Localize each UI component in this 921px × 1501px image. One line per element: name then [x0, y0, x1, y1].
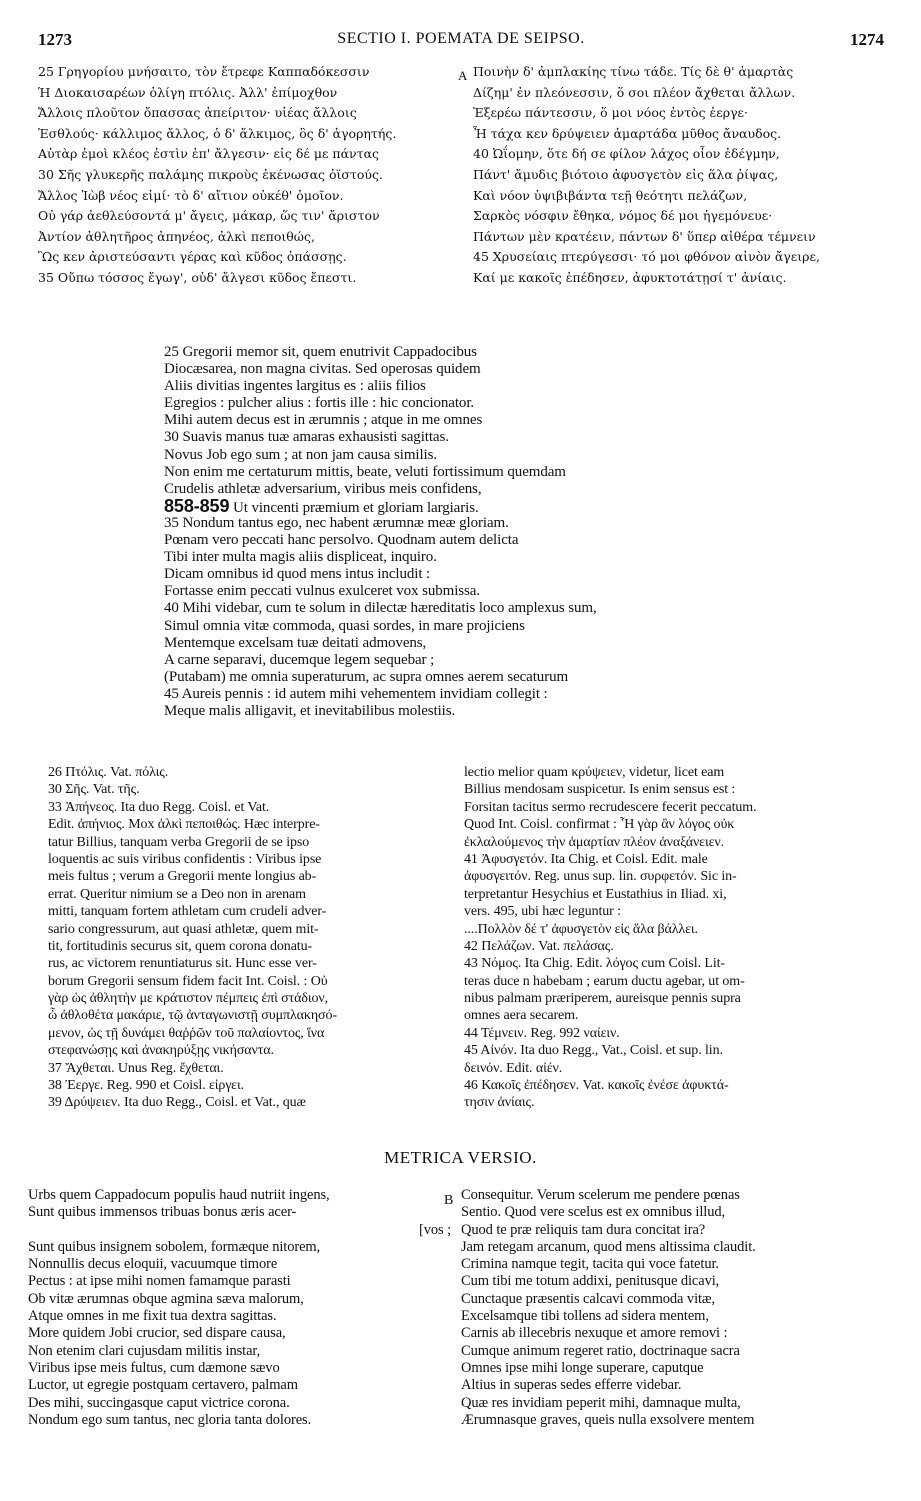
greek-text-right-column [473, 62, 893, 289]
latin-line-text: 25 Gregorii memor sit, quem enutrivit Cappadocibus [164, 344, 477, 360]
footnote-line: Forsitan tacitus sermo recrudescere fecerit peccatum. [464, 799, 757, 815]
latin-line-text: Ut vincenti præmium et gloriam largiaris. [233, 499, 479, 516]
greek-verse-line: Καὶ νόον ὑψιβιβάντα τεῇ θεότητι πελάζων, [473, 187, 748, 203]
greek-verse-line: Δίζημ' ἐν πλεόνεσσιν, ὅ σοι πλέον ἄχθεται ἄλλων. [473, 84, 796, 100]
footnote-line: μενον, ὡς τῇ δυνάμει θαῤῥῶν τοῦ παλαίοντος, ἵνα [48, 1025, 325, 1041]
footnote-line: mitti, tanquam fortem athletam cum crudeli adver- [48, 904, 327, 920]
latin-verse-line [164, 395, 764, 412]
footnote-line: 30 Σῆς. Vat. τῆς. [48, 782, 140, 798]
latin-verse-line [164, 566, 764, 583]
footnotes-left-column [48, 764, 448, 1112]
footnote-line: 26 Πτόλις. Vat. πόλις. [48, 765, 169, 780]
latin-verse-line [164, 600, 764, 617]
latin-line-text: Egregios : pulcher alius : fortis ille : hic concionator. [164, 395, 475, 412]
metrical-verse-line: Sunt quibus insignem sobolem, formæque nitorem, [28, 1238, 321, 1255]
latin-verse-line [164, 495, 764, 516]
footnote-line: sario congressurum, aut quasi athletæ, quem mit- [48, 921, 319, 937]
greek-verse-line: 25 Γρηγορίου μνήσαιτο, τὸν ἔτρεφε Καππαδόκεσσιν [38, 64, 370, 79]
latin-line-text: Crudelis athletæ adversarium, viribus meis confidens, [164, 480, 482, 497]
metrical-verse-line: Non etenim clari cujusdam militis instar, [28, 1342, 261, 1359]
metrical-verse-line: Quæ res invidiam peperit mihi, damnaque multa, [461, 1394, 741, 1411]
metrical-verse-line: Atque omnes in me fixit tua dextra sagittas. [28, 1308, 277, 1325]
metrica-versio-heading: METRICA VERSIO. [384, 1148, 537, 1167]
latin-verse-line [164, 618, 764, 635]
metrical-verse-line: [vos ; [418, 1221, 451, 1238]
footnote-line: vers. 495, ubi hæc leguntur : [464, 904, 621, 920]
metrical-verse-line: Omnes ipse mihi longe superare, caputque [461, 1359, 704, 1376]
metrical-verse-line: Excelsamque tibi tollens ad sidera mentem, [461, 1308, 709, 1325]
greek-verse-line: Ἄλλοις πλοῦτον ὄπασσας ἀπείριτον· υἱέας ἄλλοις [38, 105, 357, 121]
latin-line-text: Novus Job ego sum ; at non jam causa similis. [164, 446, 437, 463]
footnotes-right-column [464, 764, 884, 1112]
footnote-line: Billius mendosam suspicetur. Is enim sensus est : [464, 782, 736, 798]
latin-verse-line [164, 344, 764, 361]
metrical-verse-line: Nondum ego sum tantus, nec gloria tanta dolores. [28, 1411, 312, 1428]
latin-translation [164, 344, 764, 720]
footnote-line: 38 Ἐεργε. Reg. 990 et Coisl. εἰργει. [48, 1078, 245, 1094]
latin-line-text: 45 Aureis pennis : id autem mihi vehementem invidiam collegit : [164, 685, 548, 702]
latin-line-text: Meque malis alligavit, et inevitabilibus molestiis. [164, 702, 456, 719]
metrical-verse-line: Ærumnasque graves, queis nulla exsolvere mentem [461, 1411, 755, 1428]
footnote-line: nibus palmam præriperem, aureisque pennis supra [464, 991, 741, 1007]
footnote-line: 33 Ἀπήνεος. Ita duo Regg. Coisl. et Vat. [48, 799, 270, 815]
metrical-verse-line: Quod te præ reliquis tam dura concitat ira? [461, 1221, 706, 1238]
greek-verse-line: Σαρκὸς νόσφιν ἔθηκα, νόμος δέ μοι ἡγεμόνευε· [473, 208, 773, 224]
latin-verse-line [164, 481, 764, 498]
metrical-version-left-column [28, 1187, 453, 1429]
footnote-line: δεινόν. Edit. αἰέν. [464, 1060, 563, 1076]
metrical-verse-line: Ob vitæ ærumnas obque agmina sæva malorum, [28, 1290, 304, 1307]
latin-line-text: Pœnam vero peccati hanc persolvo. Quodnam autem delicta [164, 532, 519, 549]
metrical-verse-line: Cumque animum regeret ratio, doctrinaque sacra [461, 1342, 740, 1359]
greek-verse-line: Ἐσθλούς· κάλλιμος ἄλλος, ὁ δ' ἄλκιμος, ὃς δ' ἀγορητής. [38, 125, 397, 141]
greek-verse-line: Πάντ' ἄμυδις βιότοιο ἀφυσγετὸν εἰς ἅλα ῥίψας, [473, 166, 779, 182]
greek-verse-line: 35 Οὔπω τόσσος ἔγωγ', οὐδ' ἄλγεσι κῦδος ἔπεστι. [38, 269, 357, 285]
footnote-line: Quod Int. Coisl. confirmat : Ἦ γὰρ ἂν λόγος οὐκ [464, 817, 735, 833]
page-number-right: 1274 [850, 30, 884, 49]
latin-line-text: Fortasse enim peccati vulnus exulceret vox submissa. [164, 583, 480, 600]
footnote-line: tit, fortitudinis securus sit, quem corona donatu- [48, 938, 313, 954]
latin-verse-line [164, 412, 764, 429]
footnote-line: 41 Ἀφυσγετόν. Ita Chig. et Coisl. Edit. male [464, 851, 708, 867]
latin-verse-line [164, 429, 764, 446]
footnote-line: 42 Πελάζων. Vat. πελάσας. [464, 938, 614, 954]
column-marker-b: B [444, 1193, 454, 1208]
footnote-line: Edit. ἀπήνιος. Mox ἀλκὶ πεποιθώς. Hæc interpre- [48, 817, 320, 833]
metrical-verse-line: Cum tibi me totum addixi, penitusque dicavi, [461, 1273, 720, 1290]
footnote-line: 43 Νόμος. Ita Chig. Edit. λόγος cum Coisl. Lit- [464, 956, 725, 972]
metrical-verse-line: Pectus : at ipse mihi nomen famamque parasti [28, 1273, 291, 1290]
greek-text-left-column [38, 62, 458, 289]
latin-line-text: Diocæsarea, non magna civitas. Sed operosas quidem [164, 361, 481, 378]
greek-verse-line: Ἡ Διοκαισαρέων ὀλίγη πτόλις. Ἀλλ' ἐπίμοχθον [38, 84, 338, 100]
latin-verse-line [164, 652, 764, 669]
greek-verse-line: Ἀντίον ἀθλητῆρος ἀπηνέος, ἀλκὶ πεποιθώς, [38, 228, 315, 244]
metrical-verse-line: Consequitur. Verum scelerum me pendere pœnas [461, 1187, 740, 1203]
metrical-verse-line: Cunctaque præsentis calcavi commoda vitæ, [461, 1290, 716, 1307]
latin-line-text: A carne separavi, ducemque legem sequebar ; [164, 651, 435, 668]
footnote-line: lectio melior quam κρύψειεν, videtur, licet eam [464, 765, 725, 780]
metrical-verse-line: Nonnullis decus eloquii, vacuumque timore [28, 1256, 278, 1273]
footnote-line: γὰρ ὡς ἀθλητὴν με κράτιστον πέμπεις ἐπὶ στάδιον, [48, 991, 329, 1007]
metrical-verse-line: Altius in superas sedes efferre videbar. [461, 1377, 682, 1394]
footnote-line: borum Gregorii sensum fidem facit Int. Coisl. : Οὐ [48, 973, 328, 989]
latin-verse-line [164, 378, 764, 395]
metrical-verse-line: Sentio. Quod vere scelus est ex omnibus illud, [461, 1204, 726, 1221]
footnote-line: 39 Δρύψειεν. Ita duo Regg., Coisl. et Vat., quæ [48, 1095, 306, 1111]
metrical-verse-line: Carnis ab illecebris nexuque et amore removi : [461, 1325, 728, 1342]
latin-line-text: Non enim me certaturum mittis, beate, veluti fortissimum quemdam [164, 463, 566, 480]
footnote-line: 44 Τέμνειν. Reg. 992 ναίειν. [464, 1025, 620, 1041]
greek-verse-line: Ἄλλος Ἰὼβ νέος εἰμί· τὸ δ' αἴτιον οὐκέθ' ὁμοῖον. [38, 187, 344, 203]
footnote-line: 46 Κακοῖς ἐπέδησεν. Vat. κακοῖς ἐνέσε ἀφυκτά- [464, 1078, 729, 1094]
greek-verse-line: 30 Σῆς γλυκερῆς παλάμης πικροὺς ἐκένωσας ὀϊστούς. [38, 166, 383, 182]
metrical-verse-line: Viribus ipse meis fultus, cum dæmone sævo [28, 1359, 280, 1376]
footnote-line: teras duce n habebam ; earum ductu agebar, ut om- [464, 973, 745, 989]
metrical-verse-line: Des mihi, succingasque caput victrice corona. [28, 1394, 290, 1411]
metrical-version-right-column [461, 1187, 891, 1429]
latin-verse-line [164, 635, 764, 652]
footnote-line: meis fultus ; verum a Gregorii mente longius ab- [48, 869, 317, 885]
latin-verse-line [164, 549, 764, 566]
latin-line-text: Dicam omnibus id quod mens intus includit : [164, 566, 431, 583]
metrical-verse-line: Jam retegam arcanum, quod mens altissima claudit. [461, 1238, 756, 1255]
footnote-line: ἀφυσγειτόν. Reg. unus sup. lin. συρφετόν. Sic in- [464, 869, 737, 885]
greek-verse-line: Καί με κακοῖς ἐπέδησεν, ἀφυκτοτάτῃσί τ' ἀνίαις. [473, 269, 787, 285]
greek-verse-line: Ποινὴν δ' ἀμπλακίης τίνω τάδε. Τίς δὲ θ' ἁμαρτὰς [473, 64, 794, 79]
latin-line-text: Aliis divitias ingentes largitus es : aliis filios [164, 378, 426, 395]
latin-line-text: (Putabam) me omnia superaturum, ac supra omnes aerem secaturum [164, 668, 569, 685]
greek-verse-line: Οὐ γάρ ἀεθλεύσοντά μ' ἄγεις, μάκαρ, ὥς τιν' ἄριστον [38, 208, 380, 224]
footnote-line: rus, ac victorem renuntiaturus sit. Hunc esse ver- [48, 956, 317, 972]
greek-verse-line: Ἦ τάχα κεν δρύψειεν ἁμαρτάδα μῦθος ἄναυδος. [473, 125, 782, 141]
footnote-line: omnes aera secarem. [464, 1008, 579, 1024]
latin-verse-line [164, 447, 764, 464]
section-title: SECTIO I. POEMATA DE SEIPSO. [337, 30, 585, 47]
footnote-line: στεφανώσῃς καὶ ἀνακηρύξῃς νικήσαντα. [48, 1043, 274, 1059]
metrical-verse-line: Urbs quem Cappadocum populis haud nutriit ingens, [28, 1187, 330, 1203]
latin-line-text: Mihi autem decus est in ærumnis ; atque in me omnes [164, 412, 483, 429]
latin-line-text: 35 Nondum tantus ego, nec habent ærumnæ meæ gloriam. [164, 514, 509, 531]
latin-line-text: 40 Mihi videbar, cum te solum in dilectæ hæreditatis loco amplexus sum, [164, 600, 597, 617]
footnote-line: 37 Ἄχθεται. Unus Reg. ἔχθεται. [48, 1060, 224, 1076]
latin-line-text: Mentemque excelsam tuæ deitati admovens, [164, 634, 427, 651]
footnote-line: tatur Billius, tanquam verba Gregorii de se ipso [48, 834, 310, 850]
greek-verse-line: 45 Χρυσείαις πτερύγεσσι· τό μοι φθόνον αἰνὸν ἄγειρε, [473, 249, 820, 265]
latin-line-text: Simul omnia vitæ commoda, quasi sordes, in mare projiciens [164, 617, 525, 634]
greek-verse-line: 40 Ὠΐομην, ὅτε δή σε φίλον λάχος οἶον ἐδέγμην, [473, 146, 780, 162]
footnote-line: errat. Queritur nimium se a Deo non in arenam [48, 886, 306, 902]
page-number-left: 1273 [38, 30, 72, 49]
latin-verse-line [164, 515, 764, 532]
running-header [38, 30, 884, 54]
footnote-line: ἐκλαλούμενος τὴν ἁμαρτίαν πλέον ἀναξάνειεν. [464, 834, 725, 850]
latin-line-text: Tibi inter multa magis aliis displiceat, inquiro. [164, 549, 437, 566]
greek-verse-line: Αὐτὰρ ἐμοὶ κλέος ἐστὶν ἐπ' ἄλγεσιν· εἰς δέ με πάντας [38, 146, 380, 162]
footnote-line: ὦ ἀθλοθέτα μακάριε, τῷ ἀνταγωνιστῇ συμπλακησό- [48, 1008, 337, 1024]
footnote-line: ....Πολλὸν δέ τ' ἀφυσγετὸν εἰς ἅλα βάλλει. [464, 921, 698, 937]
metrical-verse-line: Crimina namque tegit, tacita qui voce fatetur. [461, 1256, 719, 1273]
footnote-line: 45 Αἰνόν. Ita duo Regg., Vat., Coisl. et sup. lin. [464, 1043, 723, 1059]
greek-verse-line: Ὣς κεν ἀριστεύσαντι γέρας καὶ κῦδος ὀπάσσῃς. [38, 249, 347, 265]
latin-verse-line [164, 669, 764, 686]
footnote-line: τησιν ἀνίαις. [464, 1095, 535, 1111]
latin-verse-line [164, 361, 764, 378]
latin-verse-line [164, 703, 764, 720]
latin-verse-line [164, 464, 764, 481]
metrical-verse-line: More quidem Jobi crucior, sed dispare causa, [28, 1325, 286, 1342]
column-marker-a: A [458, 68, 468, 83]
metrical-verse-line: Luctor, ut egregie postquam certavero, palmam [28, 1377, 298, 1394]
greek-verse-line: Πάντων μὲν κρατέειν, πάντων δ' ὕπερ αἰθέρα τέμνειν [473, 228, 816, 244]
column-number: 858-859 [164, 495, 230, 516]
footnote-line: loquentis ac suis viribus confidentis : Viribus ipse [48, 851, 322, 867]
greek-verse-line: Ἐξερέω πάντεσσιν, ὅ μοι νόος ἐντὸς ἐεργε· [473, 105, 748, 121]
latin-verse-line [164, 532, 764, 549]
latin-verse-line [164, 686, 764, 703]
footnote-line: terpretantur Hesychius et Eustathius in Iliad. xi, [464, 886, 727, 902]
latin-verse-line [164, 583, 764, 600]
latin-line-text: 30 Suavis manus tuæ amaras exhausisti sagittas. [164, 429, 449, 446]
metrical-verse-line: Sunt quibus immensos tribuas bonus æris acer- [28, 1204, 297, 1221]
